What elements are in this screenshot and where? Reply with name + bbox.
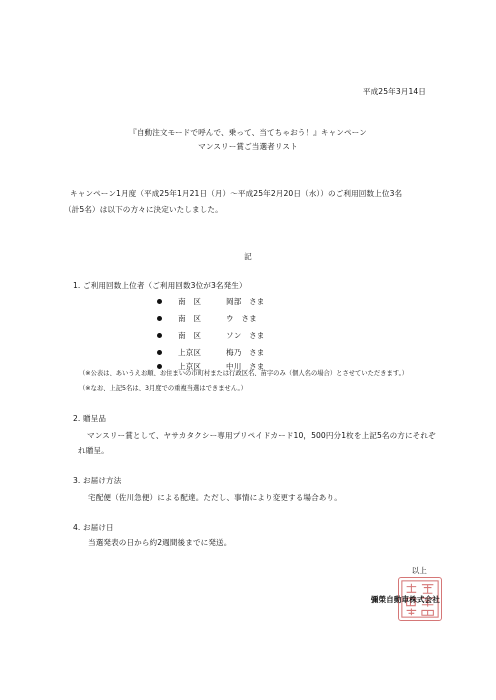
bullet-icon xyxy=(157,350,162,355)
bullet-icon xyxy=(157,299,162,304)
intro-line-2: （計5名）は以下の方々に決定いたしました。 xyxy=(64,205,223,214)
ki-heading: 記 xyxy=(244,252,252,261)
section1-note-2: （※なお、上記5名は、3月度での重複当選はできません。） xyxy=(79,385,247,392)
winner-area: 上京区 xyxy=(178,362,202,371)
section3-heading: 3. お届け方法 xyxy=(73,476,122,485)
bullet-icon xyxy=(157,333,162,338)
document-title: 『自動注文モードで呼んで、乗って、当てちゃおう！』キャンペーン xyxy=(129,128,367,137)
closing-ijo: 以上 xyxy=(411,566,427,575)
winner-name: ソン さま xyxy=(226,331,265,340)
winner-area: 上京区 xyxy=(178,348,202,357)
section1-note-1: （※公表は、あいうえお順、お住まいの市町村または行政区名、苗字のみ（個人名の場合）とさせていただきます。） xyxy=(79,370,409,377)
winner-name: 中川 さま xyxy=(226,362,265,371)
winner-row xyxy=(157,347,264,358)
winner-name: ウ さま xyxy=(226,314,257,323)
section4-text: 当選発表の日から約2週間後までに発送。 xyxy=(88,538,232,547)
winner-row xyxy=(157,296,264,307)
section1-heading: 1. ご利用回数上位者（ご利用回数3位が3名発生） xyxy=(73,281,247,290)
section4-heading: 4. お届け日 xyxy=(73,523,114,532)
company-name: 彌榮自動車株式会社 xyxy=(370,595,440,604)
winner-name: 梅乃 さま xyxy=(226,348,265,357)
document-subtitle: マンスリー賞ご当選者リスト xyxy=(198,142,298,151)
section2-text-2: れ贈呈。 xyxy=(78,446,109,455)
document-date: 平成25年3月14日 xyxy=(362,87,426,96)
section3-text: 宅配便（佐川急便）による配達。ただし、事情により変更する場合あり。 xyxy=(88,493,342,502)
winner-area: 南 区 xyxy=(178,314,202,323)
winner-row xyxy=(157,330,264,341)
section2-text-1: マンスリー賞として、ヤサカタクシー専用プリペイドカード10，500円分1枚を上記5名の方にそれぞ xyxy=(87,431,436,440)
winner-area: 南 区 xyxy=(178,297,202,306)
winner-name: 岡部 さま xyxy=(226,297,265,306)
winner-area: 南 区 xyxy=(178,331,202,340)
section2-heading: 2. 贈呈品 xyxy=(73,414,107,423)
intro-line-1: キャンペーン1月度（平成25年1月21日（月）～平成25年2月20日（水））のご利用回数上位3名 xyxy=(70,189,403,198)
winner-row xyxy=(157,313,257,324)
bullet-icon xyxy=(157,316,162,321)
